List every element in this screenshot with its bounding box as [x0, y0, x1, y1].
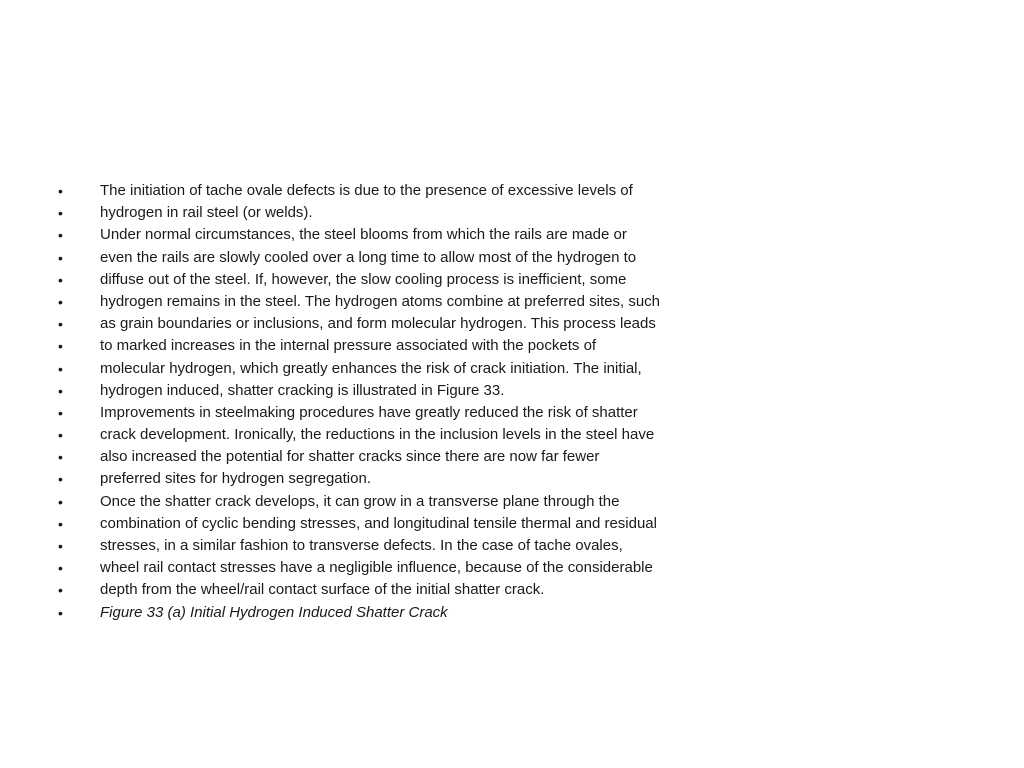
- bullet-dot: •: [58, 227, 63, 244]
- bullet-dot: •: [58, 493, 63, 510]
- bullet-text: even the rails are slowly cooled over a long time to allow most of the hydrogen to: [100, 248, 637, 266]
- bullet-dot: •: [58, 515, 63, 532]
- bullet-text: combination of cyclic bending stresses, and longitudinal tensile thermal and residual: [100, 514, 657, 532]
- bullet-text: Figure 33 (a) Initial Hydrogen Induced Shatter Crack: [100, 603, 448, 621]
- bullet-line: [58, 313, 778, 335]
- bullet-text: hydrogen in rail steel (or welds).: [100, 204, 313, 222]
- bullet-line: [58, 291, 778, 313]
- bullet-line: [58, 513, 778, 535]
- bullet-text: depth from the wheel/rail contact surface of the initial shatter crack.: [100, 581, 545, 599]
- bullet-dot: •: [58, 183, 63, 199]
- bullet-dot: •: [58, 582, 63, 599]
- bullet-text: stresses, in a similar fashion to transverse defects. In the case of tache ovales,: [100, 537, 623, 554]
- bullet-text: crack development. Ironically, the reductions in the inclusion levels in the steel have: [100, 426, 655, 444]
- bullet-dot: •: [58, 293, 63, 310]
- bullet-line: [58, 202, 778, 224]
- bullet-line: [58, 180, 778, 202]
- bullet-dot: •: [58, 538, 63, 554]
- bullet-line: [58, 424, 778, 446]
- bullet-dot: •: [58, 360, 63, 377]
- bullet-line: [58, 402, 778, 424]
- bullet-line: [58, 468, 778, 490]
- figure-caption-line: [58, 602, 778, 624]
- bullet-line: [58, 247, 778, 269]
- bullet-dot: •: [58, 271, 63, 288]
- bullet-text: to marked increases in the internal pressure associated with the pockets of: [100, 337, 597, 355]
- bullet-text: Once the shatter crack develops, it can grow in a transverse plane through the: [100, 492, 620, 510]
- bullet-line: [58, 579, 778, 601]
- bullet-line: [58, 557, 778, 579]
- bullet-text: molecular hydrogen, which greatly enhances the risk of crack initiation. The initial,: [100, 359, 642, 377]
- bullet-line: [58, 491, 778, 513]
- bullet-dot: •: [58, 471, 63, 488]
- bullet-text: Improvements in steelmaking procedures have greatly reduced the risk of shatter: [100, 403, 638, 421]
- bullet-line: [58, 224, 778, 246]
- bullet-dot: •: [58, 560, 63, 577]
- bullet-dot: •: [58, 604, 63, 621]
- bullet-text: wheel rail contact stresses have a negligible influence, because of the considerable: [100, 559, 653, 577]
- bullet-dot: •: [58, 404, 63, 421]
- bullet-line: [58, 535, 778, 557]
- bullet-text: hydrogen induced, shatter cracking is illustrated in Figure 33.: [100, 381, 505, 399]
- bullet-dot: •: [58, 205, 63, 222]
- bullet-list: [58, 180, 778, 624]
- bullet-dot: •: [58, 338, 63, 355]
- bullet-dot: •: [58, 316, 63, 333]
- bullet-line: [58, 446, 778, 468]
- bullet-text: Under normal circumstances, the steel blooms from which the rails are made or: [100, 226, 627, 244]
- bullet-text: The initiation of tache ovale defects is due to the presence of excessive levels of: [100, 182, 633, 199]
- bullet-line: [58, 380, 778, 402]
- bullet-line: [58, 358, 778, 380]
- bullet-line: [58, 335, 778, 357]
- bullet-dot: •: [58, 249, 63, 266]
- bullet-text: also increased the potential for shatter cracks since there are now far fewer: [100, 448, 600, 466]
- bullet-dot: •: [58, 382, 63, 399]
- bullet-text: diffuse out of the steel. If, however, the slow cooling process is inefficient, some: [100, 270, 627, 288]
- bullet-line: [58, 269, 778, 291]
- bullet-text: as grain boundaries or inclusions, and form molecular hydrogen. This process leads: [100, 315, 656, 333]
- bullet-text: preferred sites for hydrogen segregation.: [100, 470, 371, 488]
- bullet-dot: •: [58, 427, 63, 444]
- bullet-dot: •: [58, 449, 63, 466]
- bullet-text: hydrogen remains in the steel. The hydrogen atoms combine at preferred sites, such: [100, 292, 661, 310]
